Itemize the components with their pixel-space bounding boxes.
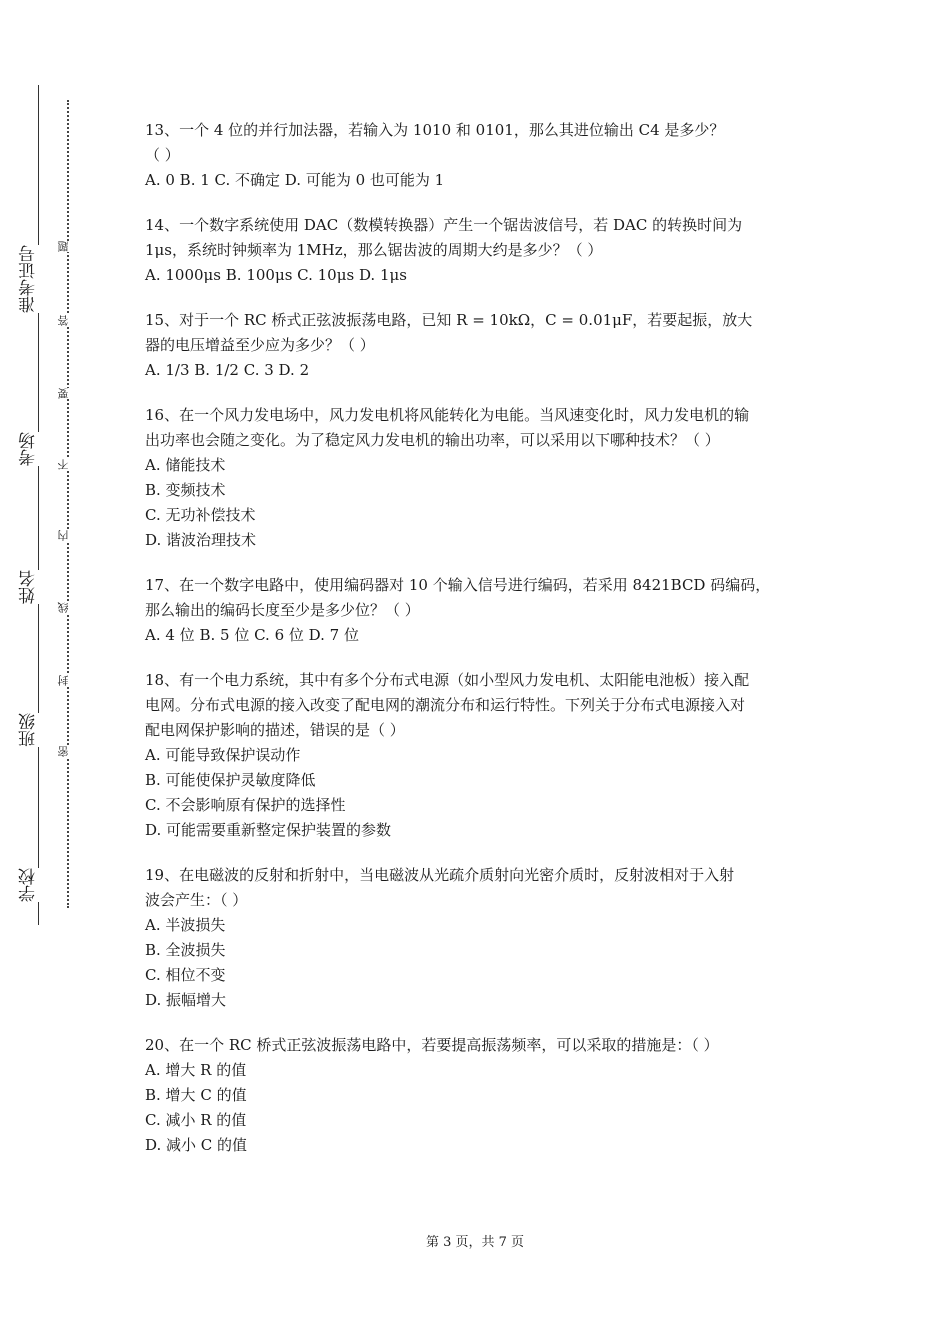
question-list — [145, 118, 825, 1178]
option-b: B. 全波损失 — [145, 941, 226, 959]
option-b: B. 可能使保护灵敏度降低 — [145, 771, 316, 789]
option-b: B. 增大 C 的值 — [145, 1086, 247, 1104]
binding-margin — [0, 0, 110, 1344]
seal-char: 要 — [58, 388, 76, 399]
question-20 — [145, 1033, 825, 1158]
option-a: A. 半波损失 — [145, 916, 226, 934]
question-14 — [145, 213, 825, 288]
question-18 — [145, 668, 825, 843]
question-stem: 13、一个 4 位的并行加法器，若输入为 1010 和 0101，那么其进位输出 C4 是多少？ （ ） — [145, 121, 725, 164]
seal-char: 密 — [58, 746, 76, 757]
question-stem: 15、对于一个 RC 桥式正弦波振荡电路，已知 R = 10kΩ，C = 0.01μF，若要起振，放大 器的电压增益至少应为多少？（ ） — [145, 311, 753, 354]
option-d: D. 可能需要重新整定保护装置的参数 — [145, 821, 392, 839]
option-d: D. 谐波治理技术 — [145, 531, 257, 549]
question-stem: 20、在一个 RC 桥式正弦波振荡电路中，若要提高振荡频率，可以采取的措施是：（ ） — [145, 1036, 719, 1054]
option-c: C. 不会影响原有保护的选择性 — [145, 796, 346, 814]
option-line: A. 0 B. 1 C. 不确定 D. 可能为 0 也可能为 1 — [145, 171, 445, 189]
option-c: C. 相位不变 — [145, 966, 226, 984]
field-label-name: 姓名 — [20, 570, 56, 604]
question-stem: 14、一个数字系统使用 DAC（数模转换器）产生一个锯齿波信号，若 DAC 的转换时间为 1μs，系统时钟频率为 1MHz，那么锯齿波的周期大约是多少？（ ） — [145, 216, 743, 259]
option-c: C. 无功补偿技术 — [145, 506, 256, 524]
binding-solid-line — [38, 85, 39, 925]
field-label-exam-number: 准考证号 — [20, 245, 56, 313]
option-a: A. 可能导致保护误动作 — [145, 746, 301, 764]
question-13 — [145, 118, 825, 193]
seal-char: 答 — [58, 315, 76, 326]
seal-char: 线 — [58, 602, 76, 613]
seal-char: 不 — [58, 459, 76, 470]
question-19 — [145, 863, 825, 1013]
option-a: A. 增大 R 的值 — [145, 1061, 247, 1079]
seal-char: 内 — [58, 530, 76, 541]
option-c: C. 减小 R 的值 — [145, 1111, 247, 1129]
option-line: A. 4 位 B. 5 位 C. 6 位 D. 7 位 — [145, 626, 359, 644]
option-d: D. 减小 C 的值 — [145, 1136, 248, 1154]
question-stem: 17、在一个数字电路中，使用编码器对 10 个输入信号进行编码，若采用 8421BCD 码编码， 那么输出的编码长度至少是多少位？（ ） — [145, 576, 771, 619]
question-17 — [145, 573, 825, 648]
option-line: A. 1/3 B. 1/2 C. 3 D. 2 — [145, 361, 310, 379]
option-b: B. 变频技术 — [145, 481, 226, 499]
seal-dotted-line — [67, 100, 69, 908]
option-a: A. 储能技术 — [145, 456, 226, 474]
question-15 — [145, 308, 825, 383]
page-number: 第 3 页，共 7 页 — [425, 1235, 525, 1250]
question-stem: 19、在电磁波的反射和折射中，当电磁波从光疏介质射向光密介质时，反射波相对于入射 波会产生：（ ） — [145, 866, 735, 909]
seal-char: 题 — [58, 241, 76, 252]
field-label-class: 班级 — [20, 713, 56, 747]
question-stem: 18、有一个电力系统，其中有多个分布式电源（如小型风力发电机、太阳能电池板）接入配 电网。分布式电源的接入改变了配电网的潮流分布和运行特性。下列关于分布式电源接入对 配电网保护影响的描述，错误的是（ ） — [145, 671, 750, 739]
field-label-school: 学校 — [20, 868, 56, 902]
question-stem: 16、在一个风力发电场中，风力发电机将风能转化为电能。当风速变化时，风力发电机的输 出功率也会随之变化。为了稳定风力发电机的输出功率，可以采用以下哪种技术？（ ） — [145, 406, 750, 449]
option-line: A. 1000μs B. 100μs C. 10μs D. 1μs — [145, 266, 407, 284]
seal-char: 封 — [58, 675, 76, 686]
option-d: D. 振幅增大 — [145, 991, 227, 1009]
field-label-exam-room: 考场 — [20, 432, 56, 466]
question-16 — [145, 403, 825, 553]
